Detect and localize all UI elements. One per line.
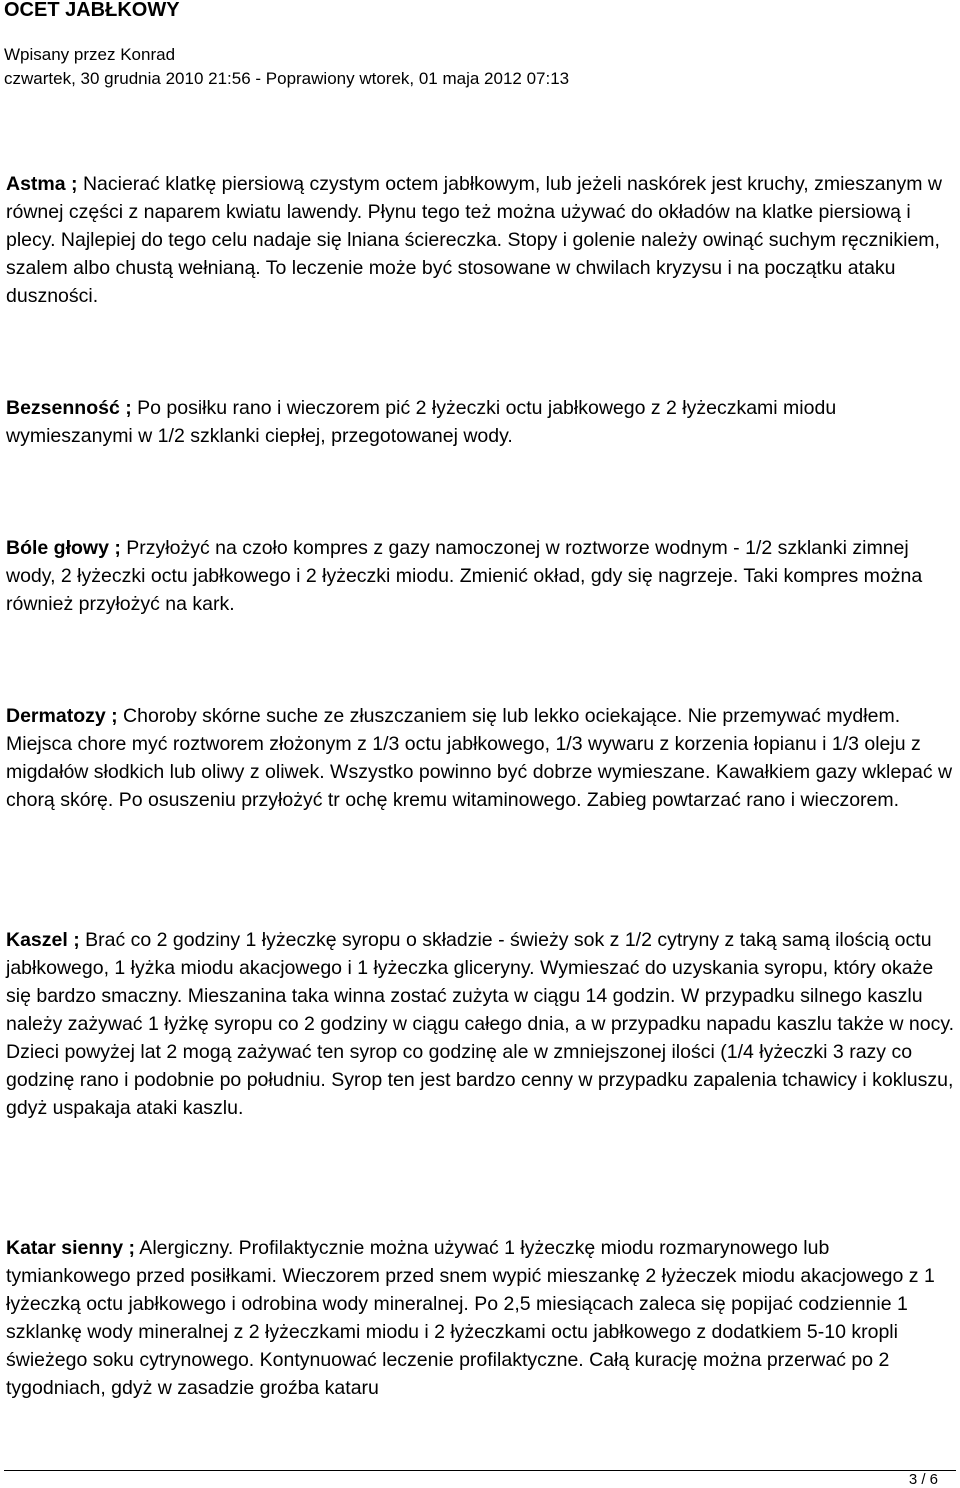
section-text: Przyłożyć na czoło kompres z gazy namoczonej w roztworze wodnym - 1/2 szklanki zimnej wody, 2 łyżeczki octu jabłkowego i 2 łyżeczki miodu. Zmienić okład, gdy się nagrzeje. Taki kompres można również przyłożyć na kark. xyxy=(6,537,923,615)
footer-divider xyxy=(4,1470,956,1471)
section-katar-sienny xyxy=(6,1234,956,1402)
page-title: OCET JABŁKOWY xyxy=(4,0,180,21)
section-text: Nacierać klatkę piersiową czystym octem jabłkowym, lub jeżeli naskórek jest kruchy, zmieszanym w równej części z naparem kwiatu lawendy. Płynu tego też można używać do okładów na klatke piersiową i plecy. Najlepiej do tego celu nadaje się lniana ściereczka. Stopy i golenie należy owinąć suchym ręcznikiem, szalem albo chustą wełnianą. To leczenie może być stosowane w chwilach kryzysu i na początku ataku duszności. xyxy=(6,173,942,307)
section-term: Astma ; xyxy=(6,173,78,195)
section-kaszel xyxy=(6,926,956,1122)
section-bole-glowy xyxy=(6,534,956,618)
section-term: Katar sienny ; xyxy=(6,1237,135,1259)
section-term: Bóle głowy ; xyxy=(6,537,121,559)
section-text: Alergiczny. Profilaktycznie można używać 1 łyżeczkę miodu rozmarynowego lub tymiankowego przed posiłkami. Wieczorem przed snem wypić mieszankę 2 łyżeczek miodu akacjowego z 1 łyżeczką octu jabłkowego i odrobina wody mineralnej. Po 2,5 miesiącach zaleca się popijać codziennie 1 szklankę wody mineralnej z 2 łyżeczkami miodu i 2 łyżeczkami octu jabłkowego z dodatkiem 5-10 kropli świeżego soku cytrynowego. Kontynuować leczenie profilaktyczne. Całą kurację można przerwać po 2 tygodniach, gdyż w zasadzie groźba kataru xyxy=(6,1237,935,1399)
section-text: Choroby skórne suche ze złuszczaniem się lub lekko ociekające. Nie przemywać mydłem. Miejsca chore myć roztworem złożonym z 1/3 octu jabłkowego, 1/3 wywaru z korzenia łopianu i 1/3 oleju z migdałów słodkich lub oliwy z oliwek. Wszystko powinno być dobrze wymieszane. Kawałkiem gazy wklepać w chorą skórę. Po osuszeniu przyłożyć tr ochę kremu witaminowego. Zabieg powtarzać rano i wieczorem. xyxy=(6,705,953,811)
section-dermatozy xyxy=(6,702,956,814)
date-line: czwartek, 30 grudnia 2010 21:56 - Poprawiony wtorek, 01 maja 2012 07:13 xyxy=(4,69,570,88)
section-text: Brać co 2 godziny 1 łyżeczkę syropu o składzie - świeży sok z 1/2 cytryny z taką samą ilością octu jabłkowego, 1 łyżka miodu akacjowego i 1 łyżeczka gliceryny. Wymieszać do uzyskania syropu, który okaże się bardzo smaczny. Mieszanina taka winna zostać zużyta w ciągu 14 godzin. W przypadku silnego kaszlu należy zażywać 1 łyżkę syropu co 2 godziny w ciągu całego dnia, a w przypadku napadu kaszlu także w nocy. Dzieci powyżej lat 2 mogą zażywać ten syrop co godzinę ale w zmniejszonej ilości (1/4 łyżeczki 3 razy co godzinę rano i podobnie po południu. Syrop ten jest bardzo cenny w przypadku zapalenia tchawicy i kokluszu, gdyż uspakaja ataki kaszlu. xyxy=(6,929,955,1119)
section-term: Dermatozy ; xyxy=(6,705,118,727)
section-term: Bezsenność ; xyxy=(6,397,132,419)
section-term: Kaszel ; xyxy=(6,929,80,951)
page-number: 3 / 6 xyxy=(908,1471,938,1488)
author-line: Wpisany przez Konrad xyxy=(4,45,176,64)
section-text: Po posiłku rano i wieczorem pić 2 łyżeczki octu jabłkowego z 2 łyżeczkami miodu wymieszanymi w 1/2 szklanki ciepłej, przegotowanej wody. xyxy=(6,397,837,447)
section-astma xyxy=(6,170,956,310)
section-bezsennosc xyxy=(6,394,956,450)
